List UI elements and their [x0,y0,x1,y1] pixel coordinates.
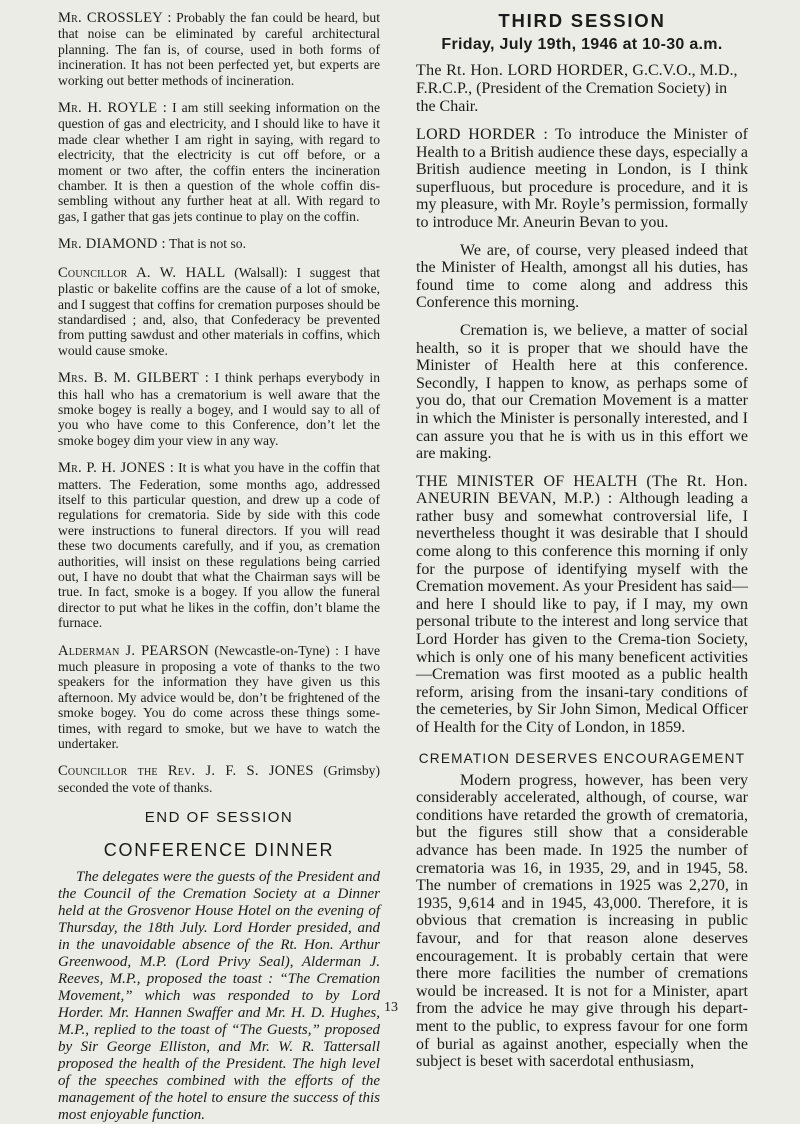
page-number: 13 [384,1000,398,1015]
session-date: Friday, July 19th, 1946 at 10-30 a.m. [441,36,723,53]
speaker-name: Mr. CROSSLEY : [58,10,172,26]
speaker-name: Councillor the Rev. J. F. S. JONES [58,763,314,780]
paragraph-horder [416,126,748,232]
paragraph-gilbert [58,370,380,448]
speech-text: (Newcastle-on-Tyne) : I have much pleasure in proposing a vote of thanks to the two speakers for the information they have given us this afternoon. My advice would be, don’t be frightened of the smoke bogey. You do come across these things some-times, with regard to smoke, but we have to watch the undertaker. [58,642,380,752]
paragraph-minister [416,473,748,737]
chair-text: G.C.V.O., M.D., F.R.C.P., (President of the Cremation Society) in the Chair. [416,62,738,115]
paragraph-royle [58,100,380,224]
speech-text: (Walsall): I suggest that plastic or bakelite coffins are the cause of a lot of smoke, and I suggest that coffins for cremation purposes should be standardised ; and, also, that Confederacy be prevented from putting sawdust and other materials in coffins, which would cause smoke. [58,264,381,358]
speaker-name: Mr. H. ROYLE : [58,100,167,117]
dinner-paragraph: The delegates were the guests of the President and the Council of the Cremation Society at a Dinner held at the Grosvenor House Hotel on the evening of Thursday, the 18th July. Lord Horder presided, and in the unavoidable absence of the Rt. Hon. Arthur Greenwood, M.P. (Lord Privy Seal), Alderman J. Reeves, M.P., proposed the toast : “The Cremation Movement,” which was responded to by Lord Horder. Mr. Hannen Swaffer and Mr. H. D. Hughes, M.P., replied to the toast of “The Guests,” proposed by Sir George Elliston, and Mr. W. R. Tattersall proposed the health of the President. The high level of the speeches combined with the efforts of the management of the hotel to ensure the success of this most enjoyable function. [58,869,380,1124]
paragraph-jones [58,460,380,630]
paragraph-pleased: We are, of course, very pleased indeed that the Minister of Health, amongst all his duties, has found time to come along and address this Conference this morning. [416,241,748,312]
speech-text: I think perhaps everybody in this hall who has a crematorium is well aware that the smoke bogey is really a bogey, and I would say to all of you who have come to this Conference, don’t let the smoke bogey dim your view in any way. [58,370,380,448]
paragraph-hall [58,265,380,358]
speaker-name: Councillor A. W. HALL [58,264,226,281]
conference-dinner-heading: CONFERENCE DINNER [103,840,335,861]
speech-text: (Grimsby) seconded the vote of thanks. [58,763,380,795]
third-session-heading: THIRD SESSION [498,10,666,31]
speech-text: Although leading a rather busy and somewhat controversial life, I nevertheless thought it was desirable that I should come along to this conference this morning if only for the purpose of identifying myself with the Cremation movement. As your President has said—and here I should like to pay, if I may, my own personal tribute to the interest and long service that Lord Horder has given to the Crema-tion Society, which is only one of his many beneficent activities—Cremation was first mooted as a public health reform, arising from the insani-tary conditions of the cemeteries, by Sir John Simon, Medical Officer of Health for the City of London, in 1859. [416,490,749,736]
chair-name: The Rt. Hon. LORD HORDER, [416,62,629,79]
paragraph-social-health: Cremation is, we believe, a matter of social health, so it is proper that we should have the Minister of Health here at this conference. Secondly, I happen to know, as perhaps some of you do, that our Cremation Movement is a matter in which the Minister is personally interested, and I can assure you that he is with us in this effort we are making. [416,321,748,463]
paragraph-diamond [58,236,380,252]
speaker-name: LORD HORDER : [416,126,549,143]
right-column [416,10,748,1071]
speaker-name: Alderman J. PEARSON [58,642,209,659]
paragraph-rev-jones [58,763,380,795]
left-column [58,10,380,1124]
speech-text: It is what you have in the coffin that matters. The Federation, some months ago, addressed itself to this particular question, and drew up a code of regulations for crematoria. Side by side with this code were instructions to funeral directors. If you will read these two documents carefully, and if you, as cremation authorities, will insist on these regulations being carried out, I have no doubt that what the Chairman says will be true. In fact, smoke is a bogey. If you allow the funeral director to put what he likes in the coffin, don’t blame the furnace. [58,460,381,631]
speech-text: I am still seeking information on the question of gas and electricity, and I should like to have it made clear whether I am right in saying, with regard to electricity, that the electricity is cut off before, or a moment or two after, the coffin enters the incineration chamber. It is then a question of the whole coffin dis-sembling without any further heat at all. With regard to gas, I gather that gas jets continue to play on the coffin. [58,100,381,224]
speech-text: To introduce the Minister of Health to a British audience these days, especially a British audience meeting in London, is I think superfluous, but procedure is procedure, and it is my pleasure, with Mr. Royle’s permission, formally to introduce Mr. Aneurin Bevan to you. [416,126,748,231]
speaker-name: THE MINISTER OF HEALTH (The Rt. Hon. ANEURIN BEVAN, M.P.) : [416,472,748,508]
end-of-session-heading: END OF SESSION [144,809,294,827]
speaker-name: Mrs. B. M. GILBERT : [58,370,210,387]
paragraph-crossley [58,10,380,88]
speaker-name: Mr. P. H. JONES : [58,460,175,477]
speaker-name: Mr. DIAMOND : [58,236,166,253]
section-subheading: CREMATION DESERVES ENCOURAGEMENT [418,750,746,766]
paragraph-pearson [58,643,380,752]
speech-text: That is not so. [168,236,246,252]
speech-text: Probably the fan could be heard, but that noise can be eliminated by careful architectural planning. The fan is, of course, used in both forms of incineration. It has not been perfected yet, but experts are working out better methods of incineration. [58,10,380,88]
chair-line [416,62,748,116]
paragraph-progress: Modern progress, however, has been very considerably accelerated, although, of course, war conditions have retarded the growth of crematoria, but the figures still show that a considerable advance has been made. In 1925 the number of crematoria was 16, in 1935, 29, and in 1945, 58. The number of cremations in 1925 was 2,270, in 1935, 9,614 and in 1945, 43,000. Therefore, it is obvious that cremation is increasing in public favour, and for that reason alone deserves encouragement. It is probably certain that were there more facilities the number of cremations would be increased. It is not for a Minister, apart from the advice he may give through his depart-ment to the public, to express favour for one form of burial as against another, especially when the subject is beset with sacerdotal enthusiasm, [416,771,748,1071]
